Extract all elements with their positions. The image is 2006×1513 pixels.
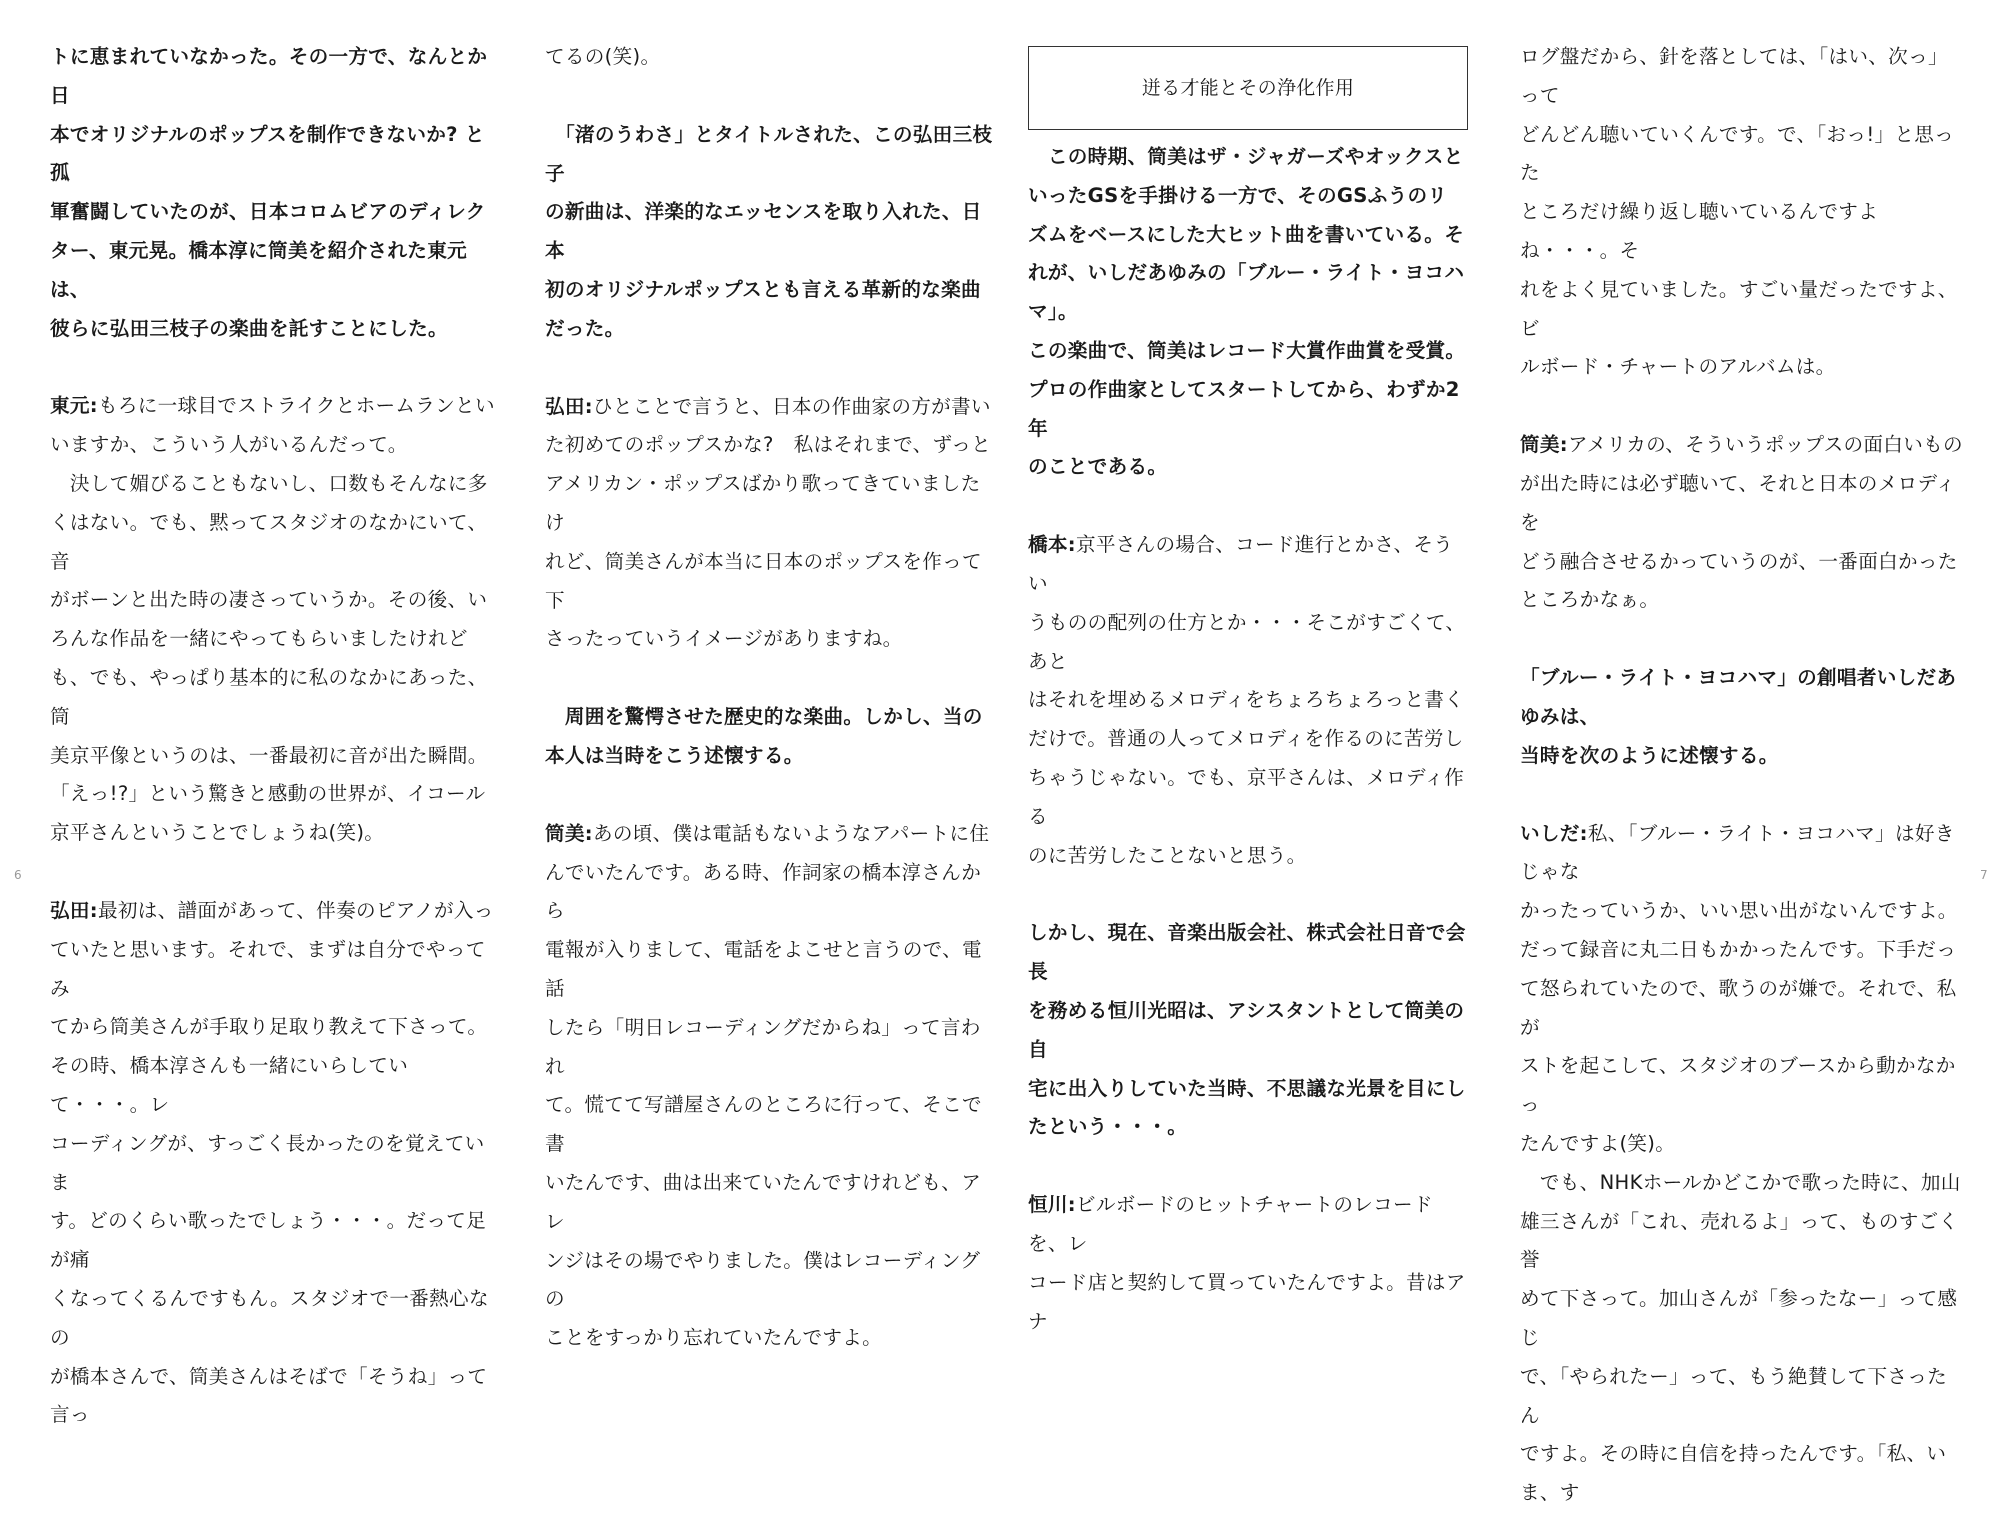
speaker-label: 弘田: <box>50 898 98 922</box>
quote-text: 最初は、譜面があって、伴奏のピアノが入っ ていたと思います。それで、まずは自分でやってみ てから筒美さんが手取り足取り教えて下さって。 その時、橋本淳さんも一緒にいらしていて・・・。レ コーディングが、すっごく長かったのを覚えていま す。どのくらい歌ったでしょう・・・。だって足が痛 くなってくるんですもん。スタジオで一番熱心なの が橋本さんで、筒美さんはそばで「そうね」って言っ <box>50 898 494 1427</box>
quote-text: ビルボードのヒットチャートのレコードを、レ コード店と契約して買っていたんですよ。昔はアナ <box>1028 1193 1466 1333</box>
quote-text: 京平さんの場合、コード進行とかさ、そうい うものの配列の仕方とか・・・そこがすごくて、あと はそれを埋めるメロディをちょろちょろっと書く だけで。普通の人ってメロディを作るのに苦労し ちゃうじゃない。でも、京平さんは、メロディ作る のに苦労したことないと思う。 <box>1028 533 1466 867</box>
speaker-label: 東元: <box>50 394 98 418</box>
paragraph-gap <box>545 776 997 815</box>
interview-paragraph <box>50 387 502 853</box>
speaker-label: いしだ: <box>1520 821 1588 845</box>
text-column-1 <box>50 38 502 1435</box>
paragraph-gap <box>545 77 997 116</box>
narrative-paragraph: 「渚のうわさ」とタイトルされた、この弘田三枝子 の新曲は、洋楽的なエッセンスを取り入れた、日本 初のオリジナルポップスとも言える革新的な楽曲 だった。 <box>545 122 993 340</box>
quote-text: あの頃、僕は電話もないようなアパートに住 んでいたんです。ある時、作詞家の橋本淳さんから 電報が入りまして、電話をよこせと言うので、電話 したら「明日レコーディングだからね」って言われ て。慌てて写譜屋さんのところに行って、そこで書 いたんです、曲は出来ていたんですけれども、アレ ンジはその場でやりました。僕はレコーディングの ことをすっかり忘れていたんですよ。 <box>545 821 990 1350</box>
quote-text: もろに一球目でストライクとホームランとい いますか、こういう人がいるんだって。 決して媚びることもないし、口数もそんなに多 くはない。でも、黙ってスタジオのなかにいて、音 がボーンと出た時の凄さっていうか。その後、い ろんな作品を一緒にやってもらいましたけれど も、でも、やっぱり基本的に私のなかにあった、筒 美京平像というのは、一番最初に音が出た瞬間。 「えっ!?」という驚きと感動の世界が、イコール 京平さんということでしょうね(笑)。 <box>50 394 495 845</box>
paragraph-gap <box>1028 487 1468 526</box>
speaker-label: 筒美: <box>1520 433 1568 457</box>
section-heading: 迸る才能とその浄化作用 <box>1028 46 1468 130</box>
paragraph-gap <box>1028 875 1468 914</box>
speaker-label: 弘田: <box>545 394 593 418</box>
page-number-left: 6 <box>14 868 22 882</box>
quote-text: アメリカの、そういうポップスの面白いもの が出た時には必ず聴いて、それと日本のメロディを どう融合させるかっていうのが、一番面白かった ところかなぁ。 <box>1520 433 1963 612</box>
speaker-label: 筒美: <box>545 821 593 845</box>
interview-paragraph <box>545 388 997 660</box>
interview-paragraph <box>1028 1186 1468 1341</box>
narrative-paragraph: この時期、筒美はザ・ジャガーズやオックスと いったGSを手掛ける一方で、そのGSふうのリ ズムをベースにした大ヒット曲を書いている。そ れが、いしだあゆみの「ブルー・ライト・ヨコハマ」。 この楽曲で、筒美はレコード大賞作曲賞を受賞。 プロの作曲家としてスタートしてから、わずか2年 のことである。 <box>1028 145 1466 479</box>
quote-continuation: ログ盤だから、針を落としては、「はい、次っ」って どんどん聴いていくんです。で、「おっ!」と思った ところだけ繰り返し聴いているんですよね・・・。そ れをよく見ていました。すごい量だったですよ、ビ ルボード・チャートのアルバムは。 <box>1520 45 1958 379</box>
quote-text: ひとことで言うと、日本の作曲家の方が書い た初めてのポップスかな? 私はそれまで、ずっと アメリカン・ポップスばかり歌ってきていましたけ れど、筒美さんが本当に日本のポップスを作って下 さったっていうイメージがありますね。 <box>545 394 992 651</box>
paragraph-gap <box>1520 620 1965 659</box>
quote-text: 私、「ブルー・ライト・ヨコハマ」は好きじゃな かったっていうか、いい思い出がないんですよ。 だって録音に丸二日もかかったんです。下手だっ て怒られていたので、歌うのが嫌で。それで、私が ストを起こして、スタジオのブースから動かなかっ たんですよ(笑)。 でも、NHKホールかどこかで歌った時に、加山 雄三さんが「これ、売れるよ」って、ものすごく誉 めて下さって。加山さんが「参ったなー」って感じ で、「やられたー」って、もう絶賛して下さったん ですよ。その時に自信を持ったんです。「私、いま、す <box>1520 821 1961 1505</box>
speaker-label: 恒川: <box>1028 1193 1076 1217</box>
narrative-paragraph: トに恵まれていなかった。その一方で、なんとか日 本でオリジナルのポップスを制作できないか? と孤 軍奮闘していたのが、日本コロムビアのディレク ター、東元晃。橋本淳に筒美を紹介された東元は、 彼らに弘田三枝子の楽曲を託すことにした。 <box>50 45 488 340</box>
speaker-label: 橋本: <box>1028 533 1076 557</box>
paragraph-gap <box>1520 387 1965 426</box>
text-column-4 <box>1520 38 1965 1513</box>
page-number-right: 7 <box>1980 868 1988 882</box>
text-column-3 <box>1028 38 1468 1341</box>
paragraph-gap <box>1028 1147 1468 1186</box>
interview-paragraph <box>50 892 502 1435</box>
paragraph-gap <box>1520 776 1965 815</box>
interview-paragraph <box>545 815 997 1358</box>
interview-paragraph <box>1028 526 1468 875</box>
paragraph-gap <box>50 348 502 387</box>
text-column-2 <box>545 38 997 1358</box>
narrative-paragraph: しかし、現在、音楽出版会社、株式会社日音で会長 を務める恒川光昭は、アシスタントとして筒美の自 宅に出入りしていた当時、不思議な光景を目にし たという・・・。 <box>1028 921 1466 1139</box>
quote-continuation: てるの(笑)。 <box>545 45 661 68</box>
interview-paragraph <box>1520 426 1965 620</box>
paragraph-gap <box>545 349 997 388</box>
heading-spacer <box>1028 130 1468 138</box>
interview-paragraph <box>1520 815 1965 1513</box>
paragraph-gap <box>50 853 502 892</box>
narrative-paragraph: 周囲を驚愕させた歴史的な楽曲。しかし、当の 本人は当時をこう述懐する。 <box>545 705 983 767</box>
narrative-paragraph: 「ブルー・ライト・ヨコハマ」の創唱者いしだあゆみは、 当時を次のように述懐する。 <box>1520 666 1957 767</box>
paragraph-gap <box>545 659 997 698</box>
